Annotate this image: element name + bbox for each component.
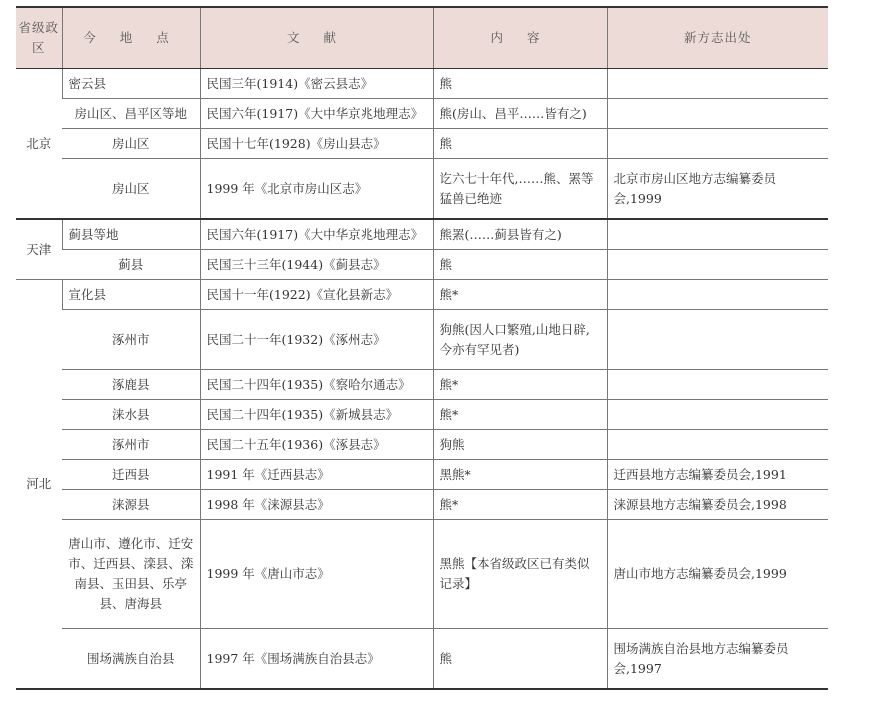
table-row: [16, 370, 828, 400]
place-cell: 蓟县等地: [62, 219, 200, 250]
province-cell-beijing: 北京: [16, 69, 62, 220]
source-cell: [607, 400, 828, 430]
literature-cell: 民国十七年(1928)《房山县志》: [200, 129, 433, 159]
place-cell: 迁西县: [62, 460, 200, 490]
literature-cell: 1999 年《唐山市志》: [200, 520, 433, 629]
source-cell: [607, 99, 828, 129]
literature-cell: 民国六年(1917)《大中华京兆地理志》: [200, 219, 433, 250]
content-cell: 熊*: [433, 280, 607, 310]
source-cell: 唐山市地方志编纂委员会,1999: [607, 520, 828, 629]
content-cell: 熊罴(……蓟县皆有之): [433, 219, 607, 250]
content-cell: 熊*: [433, 370, 607, 400]
literature-cell: 民国三十三年(1944)《蓟县志》: [200, 250, 433, 280]
header-row: [16, 7, 828, 69]
source-cell: 迁西县地方志编纂委员会,1991: [607, 460, 828, 490]
table-row: [16, 250, 828, 280]
content-cell: 熊: [433, 129, 607, 159]
source-cell: [607, 370, 828, 400]
place-cell: 房山区、昌平区等地: [62, 99, 200, 129]
source-cell: 北京市房山区地方志编纂委员会,1999: [607, 159, 828, 220]
province-cell-hebei: 河北: [16, 280, 62, 690]
literature-cell: 民国二十四年(1935)《察哈尔通志》: [200, 370, 433, 400]
content-cell: 黑熊*: [433, 460, 607, 490]
place-cell: 唐山市、遵化市、迁安市、迁西县、滦县、滦南县、玉田县、乐亭县、唐海县: [62, 520, 200, 629]
source-cell: [607, 310, 828, 370]
province-cell-tianjin: 天津: [16, 219, 62, 280]
literature-cell: 民国二十一年(1932)《涿州志》: [200, 310, 433, 370]
literature-cell: 民国十一年(1922)《宣化县新志》: [200, 280, 433, 310]
literature-cell: 民国二十五年(1936)《涿县志》: [200, 430, 433, 460]
source-cell: [607, 250, 828, 280]
place-cell: 涿州市: [62, 310, 200, 370]
table-row: [16, 430, 828, 460]
source-cell: [607, 219, 828, 250]
source-cell: [607, 430, 828, 460]
table-row: [16, 310, 828, 370]
place-cell: 涿州市: [62, 430, 200, 460]
content-cell: 熊: [433, 629, 607, 690]
content-cell: 熊*: [433, 400, 607, 430]
literature-cell: 1998 年《涞源县志》: [200, 490, 433, 520]
table-row: [16, 520, 828, 629]
content-cell: 熊: [433, 250, 607, 280]
table-row: [16, 400, 828, 430]
source-cell: [607, 280, 828, 310]
content-cell: 熊*: [433, 490, 607, 520]
literature-cell: 民国三年(1914)《密云县志》: [200, 69, 433, 99]
content-cell: 黑熊【本省级政区已有类似记录】: [433, 520, 607, 629]
literature-cell: 1997 年《围场满族自治县志》: [200, 629, 433, 690]
place-cell: 蓟县: [62, 250, 200, 280]
header-source: 新方志出处: [607, 7, 828, 69]
place-cell: 密云县: [62, 69, 200, 99]
content-cell: 熊: [433, 69, 607, 99]
table-row: [16, 69, 828, 99]
table-row: [16, 219, 828, 250]
content-cell: 熊(房山、昌平……皆有之): [433, 99, 607, 129]
table-row: [16, 460, 828, 490]
content-cell: 狗熊(因人口繁殖,山地日辟,今亦有罕见者): [433, 310, 607, 370]
source-cell: [607, 69, 828, 99]
gazetteer-table: [16, 6, 828, 690]
literature-cell: 1991 年《迁西县志》: [200, 460, 433, 490]
place-cell: 房山区: [62, 159, 200, 220]
table-row: [16, 490, 828, 520]
place-cell: 宣化县: [62, 280, 200, 310]
header-content: 内 容: [433, 7, 607, 69]
source-cell: 围场满族自治县地方志编纂委员会,1997: [607, 629, 828, 690]
content-cell: 狗熊: [433, 430, 607, 460]
place-cell: 涞水县: [62, 400, 200, 430]
place-cell: 围场满族自治县: [62, 629, 200, 690]
place-cell: 房山区: [62, 129, 200, 159]
literature-cell: 1999 年《北京市房山区志》: [200, 159, 433, 220]
header-province: 省级政区: [16, 7, 62, 69]
place-cell: 涞源县: [62, 490, 200, 520]
source-cell: 涞源县地方志编纂委员会,1998: [607, 490, 828, 520]
table-row: [16, 629, 828, 690]
header-place: 今 地 点: [62, 7, 200, 69]
table-row: [16, 129, 828, 159]
table-row: [16, 99, 828, 129]
content-cell: 讫六七十年代,……熊、罴等猛兽已绝迹: [433, 159, 607, 220]
source-cell: [607, 129, 828, 159]
literature-cell: 民国二十四年(1935)《新城县志》: [200, 400, 433, 430]
literature-cell: 民国六年(1917)《大中华京兆地理志》: [200, 99, 433, 129]
place-cell: 涿鹿县: [62, 370, 200, 400]
table-row: [16, 280, 828, 310]
table-row: [16, 159, 828, 220]
header-literature: 文 献: [200, 7, 433, 69]
